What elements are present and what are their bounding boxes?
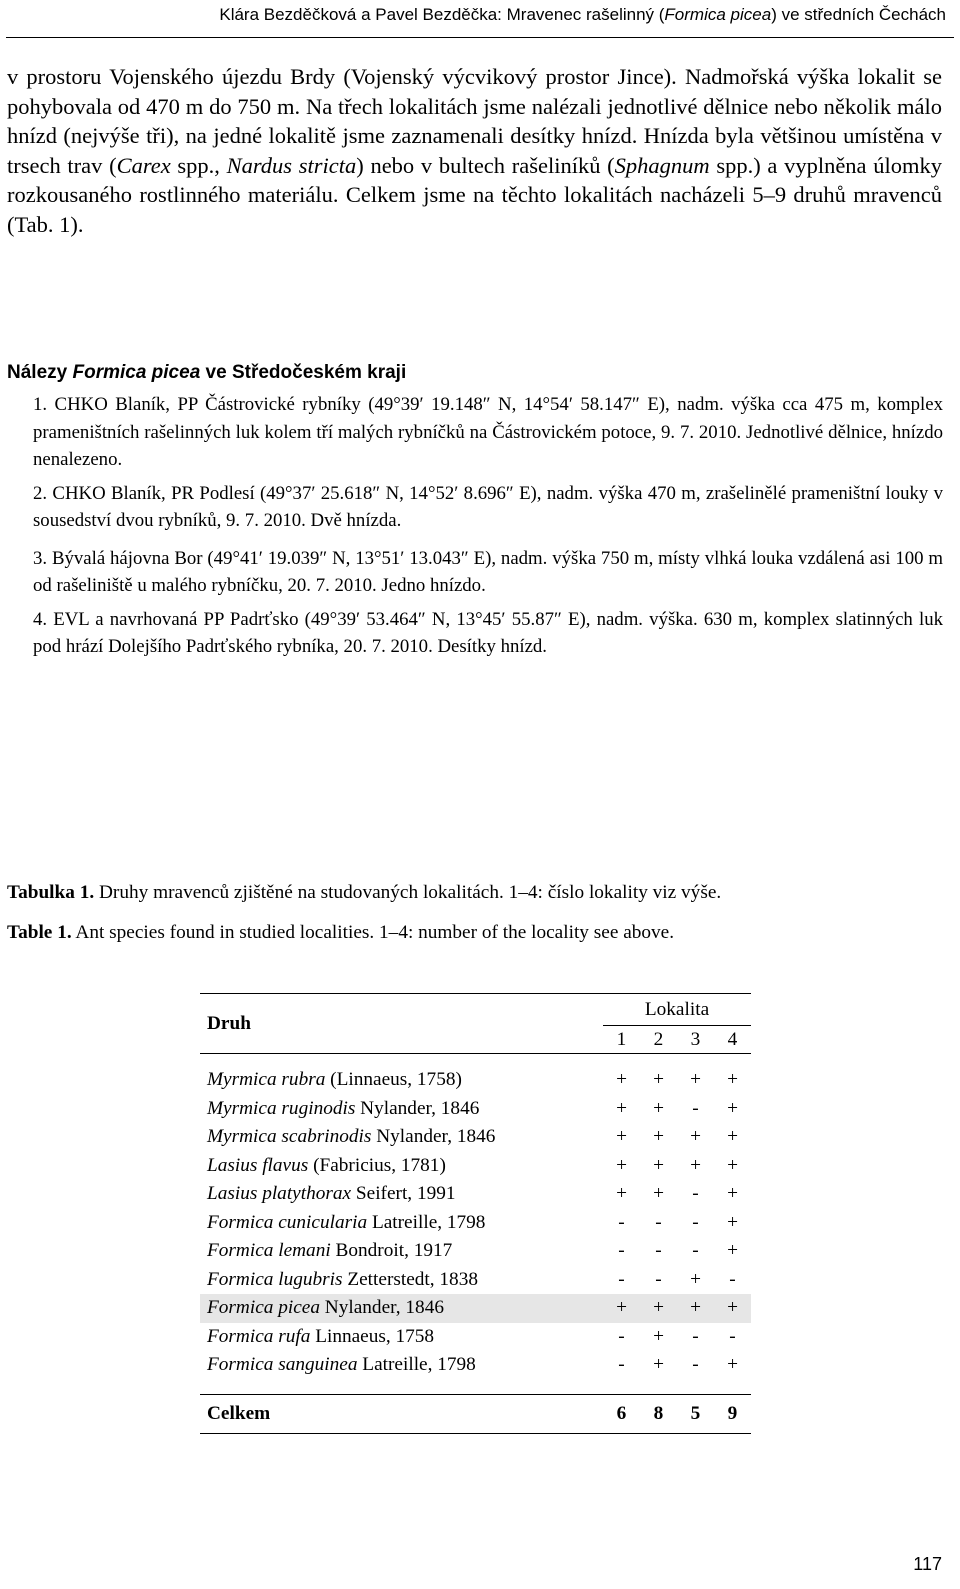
presence-mark: - [729,1268,736,1290]
page-number: 117 [913,1554,942,1574]
locality-2: 2. CHKO Blaník, PR Podlesí (49°37′ 25.618″ N, 14°52′ 8.696″ E), nadm. výška 470 m, zrašelinělé prameništní louky v sousedství dvou rybníků, 9. 7. 2010. Dvě hnízda. [33,482,943,531]
presence-mark: - [729,1325,736,1347]
presence-mark: - [618,1325,625,1347]
species-name: Myrmica rubra (Linnaeus, 1758) [207,1069,462,1091]
presence-mark: - [692,1183,699,1205]
locality-number: 1 [603,1026,640,1054]
intro-paragraph: v prostoru Vojenského újezdu Brdy (Vojenský výcvikový prostor Jince). Nadmořská výška lokalit se pohybovala od 470 m do 750 m. Na třech lokalitách jsme nalézali jednotlivé dělnice nebo několik málo hnízd (nejvýše tři), na jedné lokalitě jsme zaznamenali desítky hnízd. Hnízda byla většinou umístěna v trsech trav (Carex spp., Nardus stricta) nebo v bultech rašeliníků (Sphagnum spp.) a vyplněna úlomky rozkousaného rostlinného materiálu. Celkem jsme na těchto lokalitách nacházeli 5–9 druhů mravenců (Tab. 1). [7,64,942,237]
locality-list [33,391,943,667]
locality-number: 3 [677,1026,714,1054]
presence-mark: + [653,1126,664,1148]
table-row [200,1294,751,1323]
header-rule [6,37,954,38]
column-header-species: Druh [200,994,603,1054]
species-name: Lasius flavus (Fabricius, 1781) [207,1154,446,1176]
table-spacer [200,1380,751,1395]
species-name: Myrmica ruginodis Nylander, 1846 [207,1097,480,1119]
presence-mark: + [727,1154,738,1176]
table-caption-cz: Tabulka 1. Druhy mravenců zjištěné na studovaných lokalitách. 1–4: číslo lokality viz výše. [7,882,722,903]
species-name: Myrmica scabrinodis Nylander, 1846 [207,1126,496,1148]
species-name: Formica lugubris Zetterstedt, 1838 [207,1268,478,1290]
running-header [14,4,946,26]
header-text: Klára Bezděčková a Pavel Bezděčka: Mravenec rašelinný ( [219,5,665,24]
locality-3: 3. Bývalá hájovna Bor (49°41′ 19.039″ N, 13°51′ 13.043″ E), nadm. výška 750 m, místy vlhká louka vzdálená asi 100 m od rašeliniště u malého rybníčku, 20. 7. 2010. Jedno hnízdo. [33,547,943,596]
species-name: Formica rufa Linnaeus, 1758 [207,1325,435,1347]
header-species-italic: Formica picea [664,5,772,24]
presence-mark: + [616,1069,627,1091]
presence-mark: + [727,1097,738,1119]
presence-mark: + [653,1097,664,1119]
total-label: Celkem [200,1394,603,1433]
section-heading: Nálezy Formica picea ve Středočeském kraji [7,362,407,383]
table-row [200,1054,751,1095]
species-name: Formica cunicularia Latreille, 1798 [207,1211,486,1233]
presence-mark: - [692,1097,699,1119]
presence-mark: + [727,1069,738,1091]
presence-mark: + [727,1183,738,1205]
presence-mark: + [640,1294,677,1323]
table-row [200,1123,751,1152]
species-name: Formica sanguinea Latreille, 1798 [207,1354,476,1376]
species-name: Lasius platythorax Seifert, 1991 [207,1183,456,1205]
presence-mark: + [727,1126,738,1148]
presence-mark: - [692,1240,699,1262]
presence-mark: + [690,1069,701,1091]
presence-mark: + [690,1268,701,1290]
presence-mark: - [655,1268,662,1290]
header-text-end: ) ve středních Čechách [771,5,946,24]
presence-mark: + [653,1154,664,1176]
locality-1: 1. CHKO Blaník, PP Částrovické rybníky (49°39′ 19.148″ N, 14°54′ 58.147″ E), nadm. výška cca 475 m, komplex prameništních rašelinných luk kolem tří malých rybníčků na Částrovickém potoce, 9. 7. 2010. Jednotlivé dělnice, hnízdo nenalezeno. [33,394,943,470]
presence-mark: - [692,1354,699,1376]
table-caption-en: Table 1. Ant species found in studied localities. 1–4: number of the locality see above. [7,922,675,943]
presence-mark: - [618,1211,625,1233]
table-row [200,1152,751,1181]
presence-mark: + [653,1069,664,1091]
species-table [200,993,751,1434]
locality-number: 2 [640,1026,677,1054]
presence-mark: - [655,1240,662,1262]
table-row [200,1323,751,1352]
table-row [200,1237,751,1266]
table-row [200,1266,751,1295]
total-count: 8 [640,1394,677,1433]
presence-mark: + [653,1183,664,1205]
presence-mark: + [690,1126,701,1148]
column-header-locality: Lokalita [603,994,751,1026]
presence-mark: + [677,1294,714,1323]
presence-mark: + [616,1154,627,1176]
presence-mark: - [618,1354,625,1376]
presence-mark: + [616,1126,627,1148]
presence-mark: - [618,1240,625,1262]
species-name: Formica lemani Bondroit, 1917 [207,1240,453,1262]
presence-mark: + [690,1154,701,1176]
table-total-row [200,1394,751,1433]
presence-mark: + [727,1240,738,1262]
presence-mark: + [727,1211,738,1233]
presence-mark: + [653,1354,664,1376]
total-count: 5 [677,1394,714,1433]
locality-number: 4 [714,1026,751,1054]
presence-mark: + [616,1097,627,1119]
presence-mark: - [618,1268,625,1290]
presence-mark: + [653,1325,664,1347]
locality-4: 4. EVL a navrhovaná PP Padrťsko (49°39′ 53.464″ N, 13°45′ 55.87″ E), nadm. výška. 630 m, komplex slatinných luk pod hrází Dolejšího Padrťského rybníka, 20. 7. 2010. Desítky hnízd. [33,608,943,657]
presence-mark: - [692,1211,699,1233]
presence-mark: + [727,1354,738,1376]
presence-mark: - [655,1211,662,1233]
table-row [200,1095,751,1124]
species-name: Formica picea Nylander, 1846 [200,1294,603,1323]
table-row [200,1351,751,1380]
presence-mark: - [692,1325,699,1347]
presence-mark: + [616,1183,627,1205]
total-count: 9 [714,1394,751,1433]
total-count: 6 [603,1394,640,1433]
presence-mark: + [603,1294,640,1323]
table-row [200,1209,751,1238]
table-row [200,1180,751,1209]
presence-mark: + [714,1294,751,1323]
